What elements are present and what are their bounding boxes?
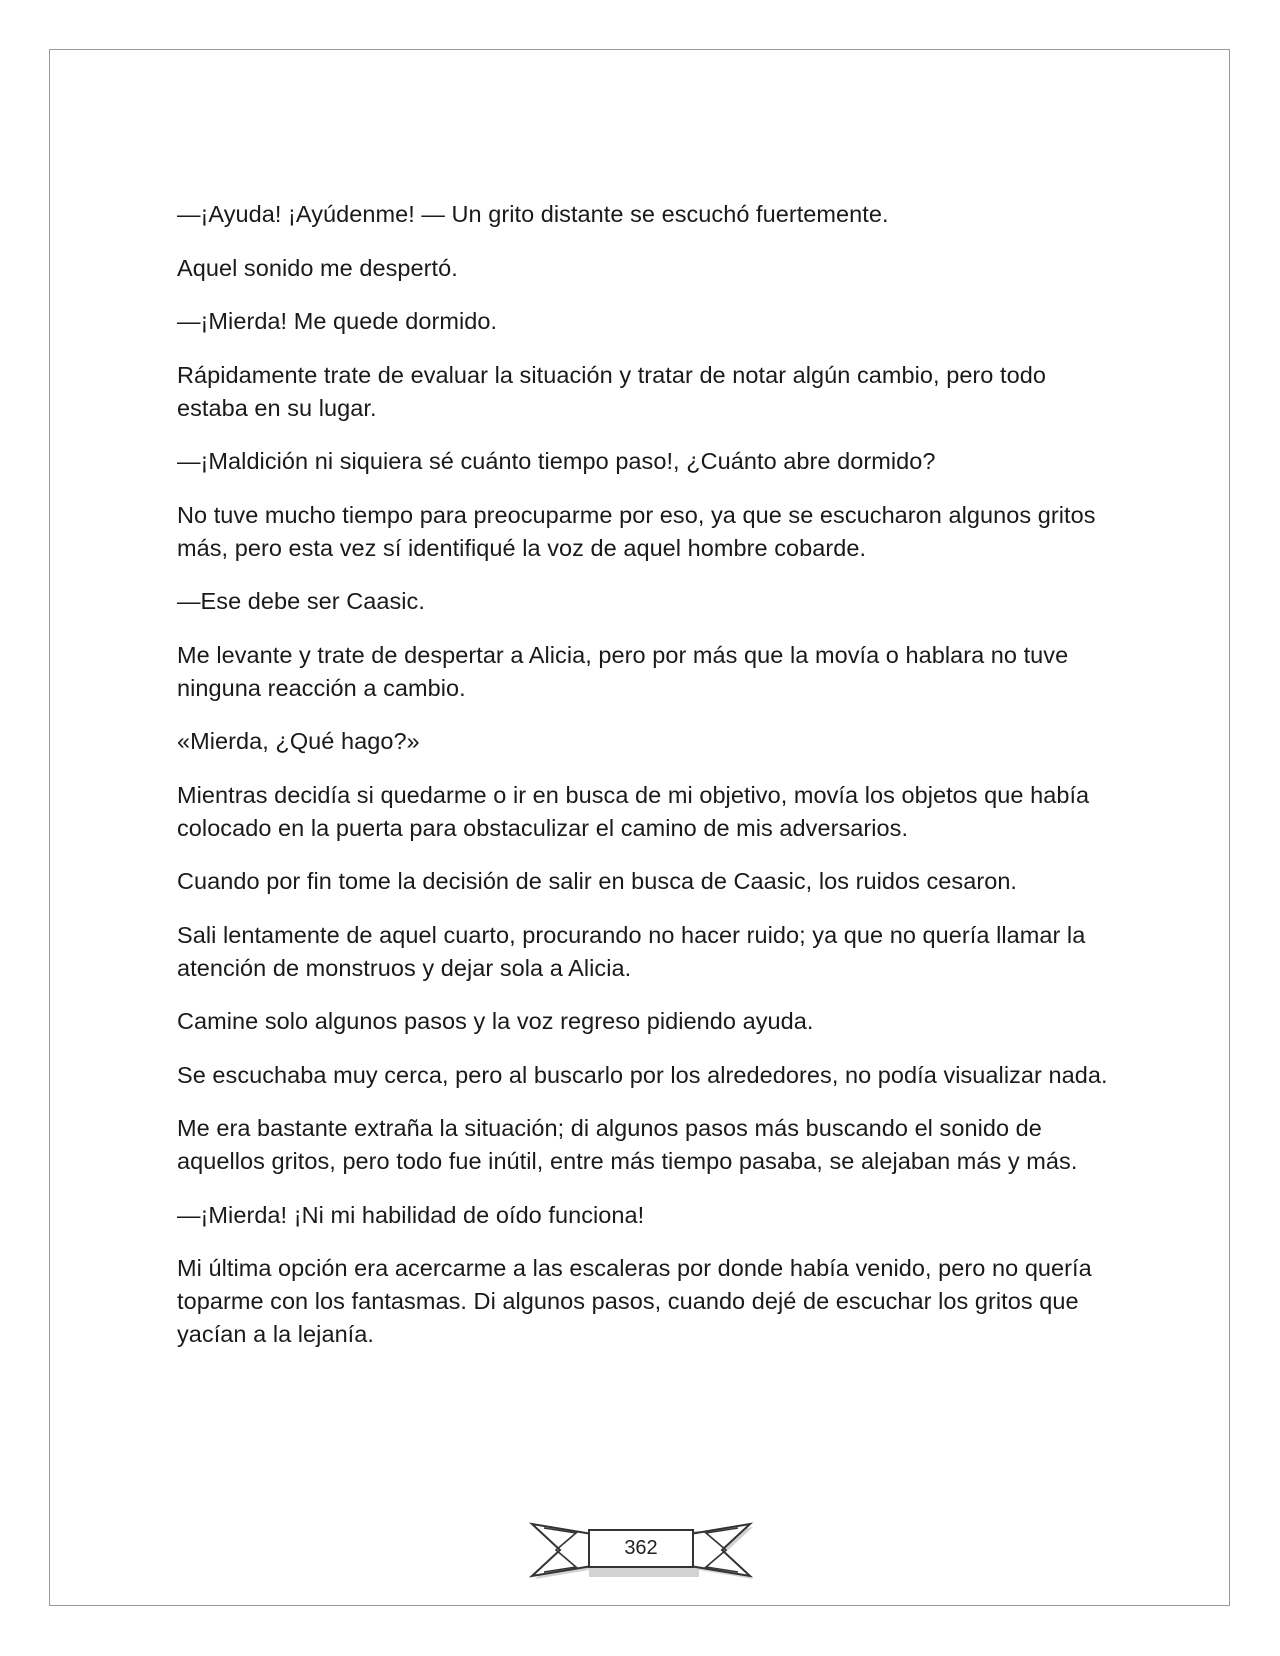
paragraph: Rápidamente trate de evaluar la situación y tratar de notar algún cambio, pero todo estaba en su lugar. [177, 361, 1046, 421]
paragraph: Me era bastante extraña la situación; di algunos pasos más buscando el sonido de aquellos gritos, pero todo fue inútil, entre más tiempo pasaba, se alejaban más y más. [177, 1115, 1078, 1174]
paragraph: Sali lentamente de aquel cuarto, procurando no hacer ruido; ya que no quería llamar la atención de monstruos y dejar sola a Alicia. [177, 921, 1086, 981]
paragraph: Me levante y trate de despertar a Alicia, pero por más que la movía o hablara no tuve ninguna reacción a cambio. [177, 641, 1069, 701]
paragraph: Mientras decidía si quedarme o ir en busca de mi objetivo, movía los objetos que había colocado en la puerta para obstaculizar el camino de mis adversarios. [177, 781, 1090, 841]
paragraph: «Mierda, ¿Qué hago?» [177, 728, 420, 754]
paragraph: —¡Maldición ni siquiera sé cuánto tiempo paso!, ¿Cuánto abre dormido? [177, 448, 936, 474]
paragraph: No tuve mucho tiempo para preocuparme por eso, ya que se escucharon algunos gritos más, pero esta vez sí identifiqué la voz de aquel hombre cobarde. [177, 501, 1096, 561]
document-body [177, 198, 1117, 1372]
paragraph: Aquel sonido me despertó. [177, 254, 458, 281]
page-number: 362 [624, 1537, 658, 1559]
paragraph: —¡Mierda! ¡Ni mi habilidad de oído funciona! [177, 1201, 645, 1228]
paragraph: Mi última opción era acercarme a las escaleras por donde había venido, pero no quería toparme con los fantasmas. Di algunos pasos, cuando dejé de escuchar los gritos que yacían a la lejanía. [177, 1255, 1092, 1347]
page-number-banner [530, 1516, 752, 1584]
paragraph: Se escuchaba muy cerca, pero al buscarlo por los alrededores, no podía visualizar nada. [177, 1061, 1108, 1088]
paragraph: —Ese debe ser Caasic. [177, 588, 425, 614]
paragraph: Cuando por fin tome la decisión de salir en busca de Caasic, los ruidos cesaron. [177, 868, 1018, 894]
paragraph: Camine solo algunos pasos y la voz regreso pidiendo ayuda. [177, 1008, 814, 1034]
paragraph: —¡Ayuda! ¡Ayúdenme! — Un grito distante se escuchó fuertemente. [177, 201, 889, 227]
paragraph: —¡Mierda! Me quede dormido. [177, 308, 498, 334]
